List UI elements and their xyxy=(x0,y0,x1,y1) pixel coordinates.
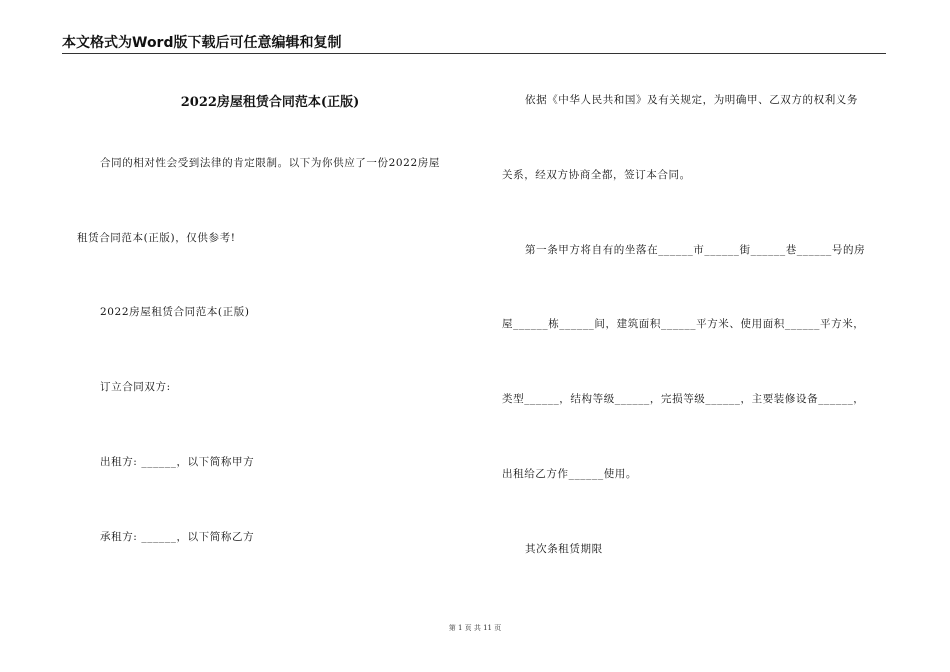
right-paragraph-2: 关系，经双方协商全都，签订本合同。 xyxy=(502,169,691,181)
right-paragraph-5: 类型______，结构等级______，完损等级______，主要装修设备______， xyxy=(502,393,865,405)
left-paragraph-5: 出租方: ______，以下简称甲方 xyxy=(100,456,255,468)
left-paragraph-3: 2022房屋租赁合同范本(正版) xyxy=(100,306,250,318)
header-text: 本文格式为Word版下载后可任意编辑和复制 xyxy=(62,35,342,51)
right-paragraph-3: 第一条甲方将自有的坐落在______市______街______巷______号的房 xyxy=(525,244,866,256)
document-title: 2022房屋租赁合同范本(正版) xyxy=(180,95,360,110)
left-paragraph-6: 承租方: ______，以下简称乙方 xyxy=(100,531,255,543)
left-paragraph-1: 合同的相对性会受到法律的肯定限制。以下为你供应了一份2022房屋 xyxy=(100,157,440,169)
page-number: 第 1 页 共 11 页 xyxy=(448,624,502,632)
right-paragraph-7: 其次条租赁期限 xyxy=(525,543,603,555)
left-paragraph-2: 租赁合同范本(正版)，仅供参考! xyxy=(77,232,236,244)
right-paragraph-4: 屋______栋______间，建筑面积______平方米、使用面积______平方米， xyxy=(502,318,865,330)
page-header xyxy=(62,34,886,54)
left-paragraph-4: 订立合同双方: xyxy=(100,381,171,393)
right-paragraph-1: 依据《中华人民共和国》及有关规定，为明确甲、乙双方的权利义务 xyxy=(525,94,858,106)
right-paragraph-6: 出租给乙方作______使用。 xyxy=(502,468,637,480)
